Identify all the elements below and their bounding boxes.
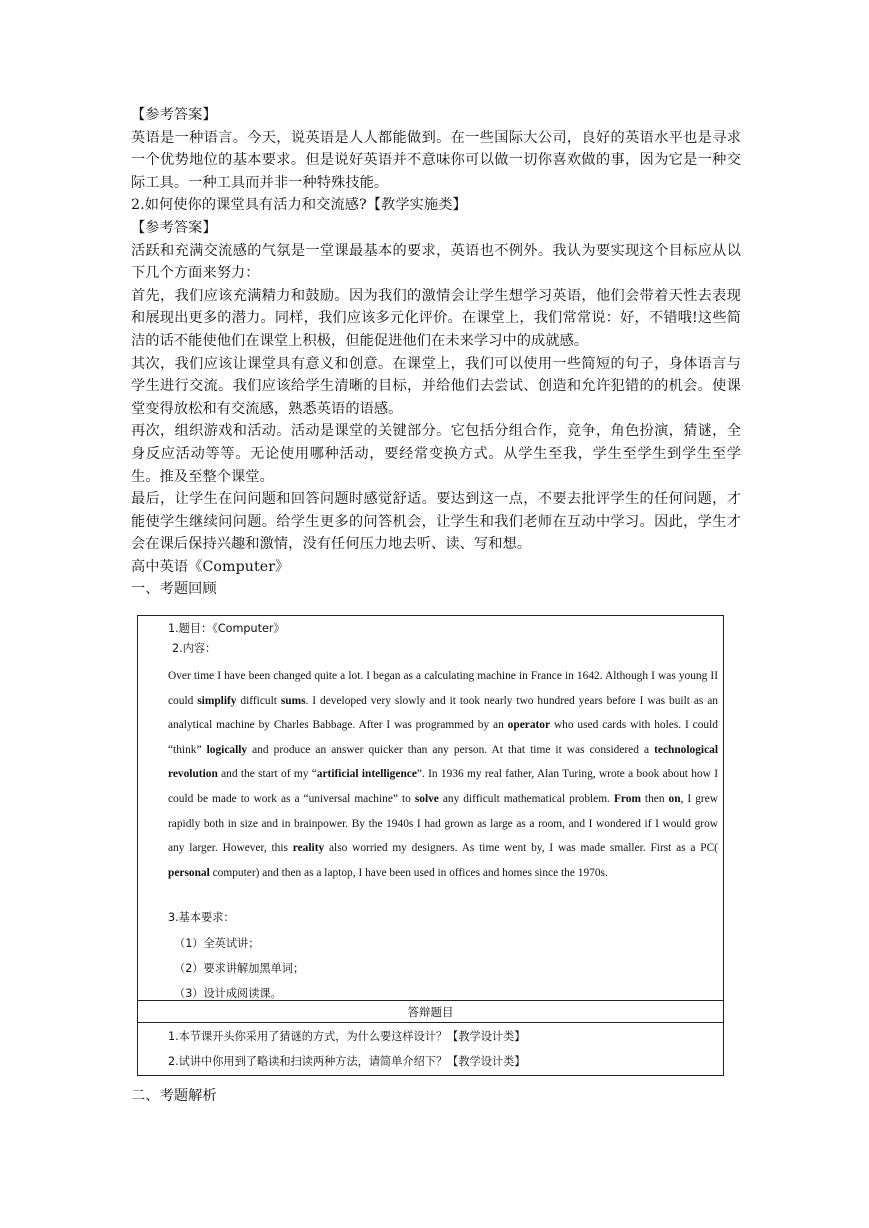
answer-point-first: 首先，我们应该充满精力和鼓励。因为我们的激情会让学生想学习英语，他们会带着天性去表现和展现出更多的潜力。同样，我们应该多元化评价。在课堂上，我们常常说：好，不错哦!这些简洁的话不能使他们在课堂上积极，但能促进他们在未来学习中的成就感。 — [131, 287, 741, 349]
qa-question: 1.本节课开头你采用了猜谜的方式，为什么要这样设计？【教学设计类】 — [168, 1030, 526, 1043]
key-word: on — [668, 792, 681, 805]
requirement-item: （2）要求讲解加黑单词； — [174, 962, 305, 975]
document-body — [131, 104, 741, 601]
passage-text: ”. In 1936 my real father, Alan Turing, wrote a book about how I could be made to work as a “universal machine” to — [168, 768, 718, 805]
section-1-heading: 一、考题回顾 — [131, 581, 217, 598]
exam-table — [137, 615, 724, 1076]
answer-point-second: 其次，我们应该让课堂具有意义和创意。在课堂上，我们可以使用一些简短的句子，身体语言与学生进行交流。我们应该给学生清晰的目标，并给他们去尝试、创造和允许犯错的的机会。使课堂变得放松和有交流感，熟悉英语的语感。 — [131, 355, 741, 417]
passage-text: also worried my designers. As time went by, I was made smaller. First as a PC( — [324, 842, 718, 855]
requirement-item: （3）设计成阅读课。 — [174, 987, 282, 1000]
key-word: simplify — [197, 694, 237, 707]
requirements-label: 3.基本要求： — [168, 911, 235, 924]
key-word: artificial intelligence — [316, 768, 417, 781]
qa-title: 答辩题目 — [407, 1005, 454, 1019]
answer-label-1: 【参考答案】 — [131, 107, 217, 123]
exam-content-cell — [138, 616, 723, 1000]
passage-text: any difficult mathematical problem. — [438, 792, 614, 805]
table-divider — [138, 1000, 723, 1001]
reading-passage — [168, 664, 718, 885]
passage-text: . I developed very slowly and it took nearly two hundred years before I was built as an analytical machine by Charles Babbage. After I was programmed by an — [168, 694, 718, 732]
content-label: 2.内容： — [172, 642, 217, 655]
qa-question: 2.试讲中你用到了略读和扫读两种方法，请简单介绍下？【教学设计类】 — [168, 1055, 526, 1068]
passage-text: , I grew rapidly both in size and in brainpower. By the 1940s I had grown as large as a room, and I wondered if I would grow any larger. However, this — [168, 792, 718, 855]
key-word: technological revolution — [168, 743, 718, 781]
key-word: sums — [280, 694, 306, 707]
answer-intro: 活跃和充满交流感的气氛是一堂课最基本的要求，英语也不例外。我认为要实现这个目标应从以下几个方面来努力： — [131, 242, 741, 282]
key-word: personal — [168, 866, 210, 879]
passage-text: Over time I have been changed quite a lot. I began as a calculating machine in France in 1642. Although I was young II could — [168, 670, 718, 707]
passage-text: who used cards with holes. I could “think” — [168, 719, 718, 756]
section-2-heading: 二、考题解析 — [131, 1088, 217, 1104]
topic-label: 1.题目：《Computer》 — [168, 622, 285, 635]
table-divider — [138, 1022, 723, 1023]
answer-point-last: 最后，让学生在问问题和回答问题时感觉舒适。要达到这一点，不要去批评学生的任何问题，才能使学生继续问问题。给学生更多的问答机会，让学生和我们老师在互动中学习。因此，学生才会在课后保持兴趣和激情，没有任何压力地去听、读、写和想。 — [131, 491, 741, 553]
key-word: logically — [206, 743, 248, 756]
passage-text: computer) and then as a laptop, I have been used in offices and homes since the 1970s. — [209, 866, 608, 879]
key-word: From — [613, 792, 641, 805]
passage-text: and the start of my “ — [217, 768, 317, 781]
answer-paragraph-1: 英语是一种语言。今天，说英语是人人都能做到。在一些国际大公司，良好的英语水平也是寻求一个优势地位的基本要求。但是说好英语并不意味你可以做一切你喜欢做的事，因为它是一种交际工具。一种工具而并非一种特殊技能。 — [131, 129, 741, 191]
lesson-title: 高中英语《Computer》 — [131, 558, 290, 575]
requirement-item: （1）全英试讲； — [174, 937, 260, 950]
answer-point-third: 再次，组织游戏和活动。活动是课堂的关键部分。它包括分组合作，竞争，角色扮演，猜谜，全身反应活动等等。无论使用哪种活动，要经常变换方式。从学生至我，学生至学生到学生至学生。推及至整个课堂。 — [131, 423, 741, 485]
passage-text: difficult — [236, 694, 281, 707]
key-word: operator — [507, 719, 551, 732]
key-word: solve — [414, 792, 439, 805]
key-word: reality — [292, 842, 325, 855]
question-2: 2.如何使你的课堂具有活力和交流感?【教学实施类】 — [131, 197, 467, 214]
answer-label-2: 【参考答案】 — [131, 219, 217, 236]
passage-text: and produce an answer quicker than any person. At that time it was considered a — [247, 743, 655, 756]
passage-text: then — [640, 792, 669, 805]
